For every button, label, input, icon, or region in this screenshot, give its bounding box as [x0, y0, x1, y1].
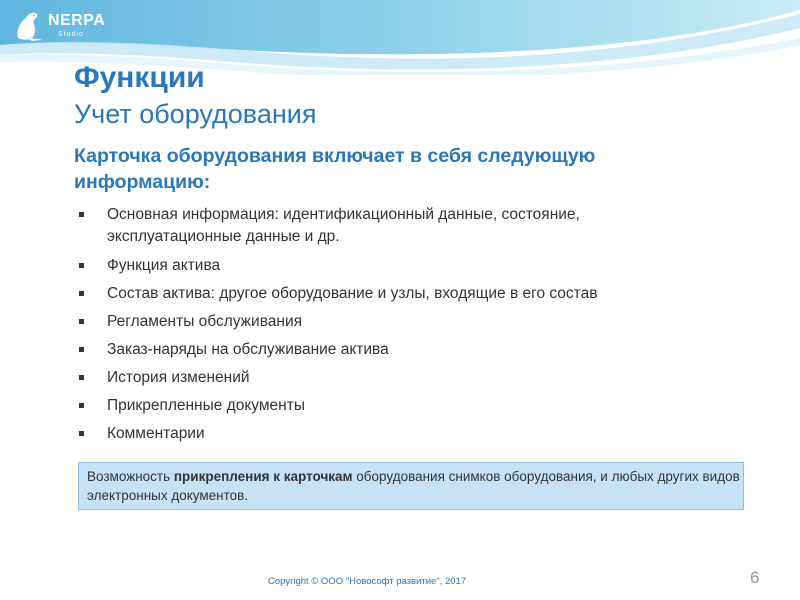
list-item-text: Состав актива: другое оборудование и узлы, входящие в его состав	[107, 285, 598, 302]
brand-name: NERPA	[48, 12, 106, 29]
list-item	[78, 283, 698, 305]
bullet-icon	[79, 291, 84, 296]
list-item-text: Основная информация: идентификационный данные, состояние, эксплуатационные данные и др.	[107, 206, 580, 245]
bullet-icon	[79, 263, 84, 268]
list-item	[78, 367, 698, 389]
copyright-footer: Copyright © ООО "Новософт развитие", 2017	[268, 576, 467, 587]
bullet-icon	[79, 403, 84, 408]
brand-logo	[12, 8, 106, 42]
bullet-icon	[79, 347, 84, 352]
list-item-text: Регламенты обслуживания	[107, 313, 302, 330]
seal-icon	[12, 8, 48, 42]
bullet-icon	[79, 375, 84, 380]
list-item	[78, 311, 698, 333]
feature-list	[78, 204, 698, 451]
bullet-icon	[79, 319, 84, 324]
list-item-text: История изменений	[107, 369, 250, 386]
list-item	[78, 255, 698, 277]
bullet-icon	[79, 431, 84, 436]
list-item	[78, 339, 698, 361]
brand-tagline: Studio	[58, 31, 84, 38]
page-subtitle: Учет оборудования	[74, 99, 317, 129]
list-item	[78, 204, 698, 248]
section-heading: Карточка оборудования включает в себя следующую информацию:	[74, 145, 596, 193]
list-item-text: Заказ-наряды на обслуживание актива	[107, 341, 389, 358]
note-emphasis: прикрепления к карточкам	[173, 469, 353, 484]
list-item-text: Комментарии	[107, 425, 205, 442]
list-item-text: Функция актива	[107, 257, 221, 274]
page-number: 6	[750, 568, 760, 587]
list-item	[78, 423, 698, 445]
note-suffix: оборудования снимков оборудования, и любых других видов электронных документов.	[87, 469, 740, 503]
note-box	[78, 462, 744, 510]
note-prefix: Возможность	[87, 469, 174, 484]
list-item	[78, 395, 698, 417]
page-title: Функции	[74, 61, 205, 94]
bullet-icon	[79, 212, 84, 217]
list-item-text: Прикрепленные документы	[107, 397, 305, 414]
